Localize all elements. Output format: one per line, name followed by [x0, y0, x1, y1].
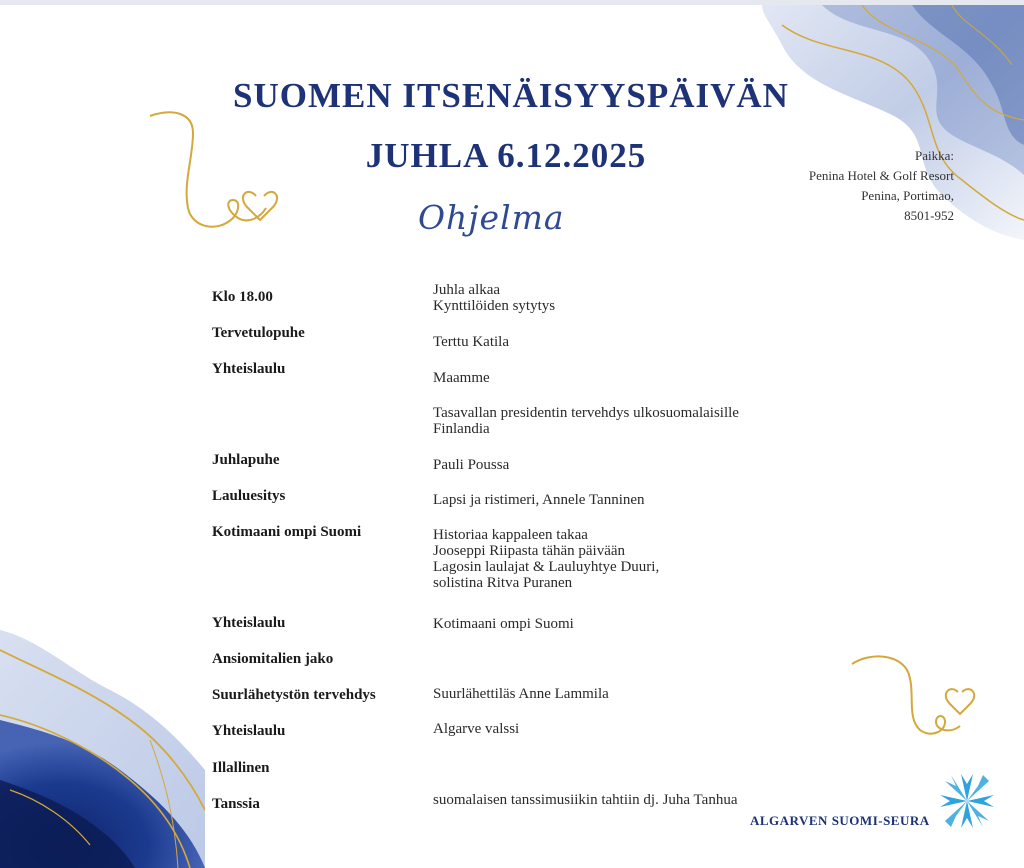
venue-label: Paikka:	[915, 148, 954, 163]
program-detail-line: Tasavallan presidentin tervehdys ulkosuomalaisille	[433, 405, 739, 421]
gold-heart-flourish-icon	[850, 652, 985, 742]
program-item-label: Yhteislaulu	[212, 361, 286, 377]
venue-line: Penina, Portimao,	[861, 188, 954, 203]
page-title-line2: JUHLA 6.12.2025	[365, 136, 647, 175]
program-item-details	[433, 334, 509, 350]
program-item-label: Tervetulopuhe	[212, 325, 305, 341]
program-item-label: Klo 18.00	[212, 289, 273, 305]
program-detail-line: Pauli Poussa	[433, 457, 510, 473]
program-detail-line: Jooseppi Riipasta tähän päivään	[433, 543, 626, 559]
program-detail-line: suomalaisen tanssimusiikin tahtiin dj. Juha Tanhua	[433, 792, 738, 808]
program-item-details	[433, 370, 490, 386]
program-item-label: Juhlapuhe	[212, 452, 280, 468]
venue-line: Penina Hotel & Golf Resort	[808, 168, 954, 183]
program-item-details	[433, 686, 609, 702]
program-detail-line: Terttu Katila	[433, 334, 510, 350]
program-detail-line: Suurlähettiläs Anne Lammila	[433, 686, 609, 702]
program-detail-line: solistina Ritva Puranen	[433, 575, 573, 591]
program-item-details	[433, 792, 737, 808]
venue-info	[809, 146, 954, 226]
program-item-details	[433, 405, 739, 437]
program-item-details	[433, 457, 509, 473]
program-heading: Ohjelma	[418, 198, 565, 237]
program-detail-line: Lapsi ja ristimeri, Annele Tanninen	[433, 492, 645, 508]
program-item-details	[433, 616, 574, 632]
program-item-label: Tanssia	[212, 796, 260, 812]
organization-name: ALGARVEN SUOMI-SEURA	[750, 813, 930, 828]
program-detail-line: Maamme	[433, 370, 490, 386]
program-detail-line: Lagosin laulajat & Lauluyhtye Duuri,	[433, 559, 660, 575]
page-title-line1: SUOMEN ITSENÄISYYSPÄIVÄN	[233, 76, 789, 115]
program-detail-line: Finlandia	[433, 421, 490, 437]
program-detail-line: Juhla alkaa	[433, 282, 501, 298]
program-item-details	[433, 527, 659, 591]
program-item-label: Kotimaani ompi Suomi	[212, 524, 362, 540]
program-detail-line: Kotimaani ompi Suomi	[433, 616, 574, 632]
venue-line: 8501-952	[904, 208, 954, 223]
program-item-details	[433, 492, 645, 508]
program-detail-line: Kynttilöiden sytytys	[433, 298, 556, 314]
program-item-label: Illallinen	[212, 760, 270, 776]
program-item-details	[433, 721, 519, 737]
program-detail-line: Historiaa kappaleen takaa	[433, 527, 588, 543]
program-item-label: Lauluesitys	[212, 488, 286, 504]
program-item-details	[433, 282, 555, 314]
program-item-label: Yhteislaulu	[212, 615, 286, 631]
program-item-label: Suurlähetystön tervehdys	[212, 687, 376, 703]
snowflake-logo-icon	[936, 770, 998, 832]
program-item-label: Yhteislaulu	[212, 723, 286, 739]
program-detail-line: Algarve valssi	[433, 721, 520, 737]
marble-corner-bottom-left	[0, 630, 205, 868]
program-item-label: Ansiomitalien jako	[212, 651, 334, 667]
